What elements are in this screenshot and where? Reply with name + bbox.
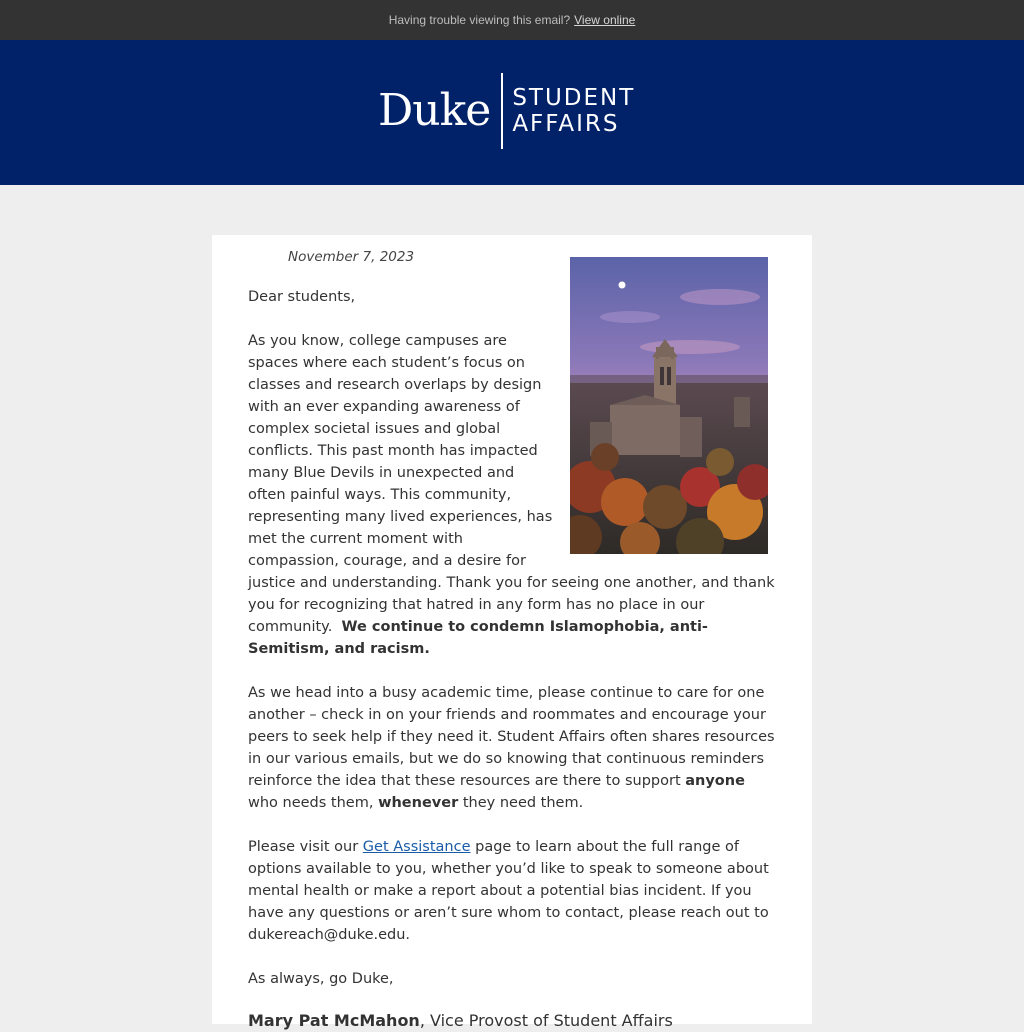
get-assistance-link[interactable]: Get Assistance	[362, 839, 471, 855]
email-paragraph-2	[248, 682, 778, 814]
trouble-viewing-text: Having trouble viewing this email?	[388, 13, 571, 27]
logo-divider	[501, 73, 503, 149]
email-signature	[248, 1010, 778, 1032]
paragraph-2-bold-anyone: anyone	[685, 773, 745, 789]
logo-duke-wordmark: Duke	[378, 85, 491, 136]
paragraph-3-text-a: Please visit our	[248, 839, 359, 855]
email-body-card	[212, 235, 812, 1030]
paragraph-1-text: As you know, college campuses are spaces where each student’s focus on classes and research overlaps by design with an ever expanding awareness of complex societal issues and global conflicts. This past month has impacted many Blue Devils in unexpected and often painful ways. This community, representing many lived experiences, has met the current moment with compassion, courage, and a desire for justice and understanding. Thank you for seeing one another, and thank you for recognizing that hatred in any form has no place in our community.	[248, 333, 775, 635]
logo-student-affairs	[512, 85, 635, 137]
paragraph-2-text-c: they need them.	[462, 795, 584, 811]
email-paragraph-3	[248, 836, 778, 946]
logo-affairs-text: AFFAIRS	[512, 111, 620, 137]
logo-student-text: STUDENT	[512, 85, 636, 111]
duke-student-affairs-logo[interactable]	[378, 72, 648, 150]
email-content	[248, 235, 778, 1032]
paragraph-3-text-b: page to learn about the full range of options available to you, whether you’d like to speak to someone about mental health or make a report about a potential bias incident. If you have any questions or aren’t sure whom to contact, please reach out to dukereach@duke.edu.	[248, 839, 769, 943]
email-date: November 7, 2023	[288, 249, 415, 265]
email-greeting: Dear students,	[248, 289, 356, 305]
view-online-link[interactable]: View online	[574, 13, 636, 27]
signer-name: Mary Pat McMahon	[248, 1011, 420, 1030]
paragraph-2-text-a: As we head into a busy academic time, please continue to care for one another – check in on your friends and roommates and encourage your peers to seek help if they need it. Student Affairs often shares resources in our various emails, but we do so knowing that continuous reminders reinforce the idea that these resources are there to support	[248, 685, 775, 789]
email-header	[0, 40, 1024, 185]
paragraph-1-bold-statement: We continue to condemn Islamophobia, anti-Semitism, and racism.	[248, 619, 708, 657]
paragraph-2-text-b: who needs them,	[248, 795, 374, 811]
duke-chapel-photo	[570, 257, 768, 554]
paragraph-2-bold-whenever: whenever	[378, 795, 459, 811]
email-topbar	[0, 0, 1024, 40]
signer-title: , Vice Provost of Student Affairs	[419, 1011, 673, 1030]
email-closing: As always, go Duke,	[248, 971, 394, 987]
